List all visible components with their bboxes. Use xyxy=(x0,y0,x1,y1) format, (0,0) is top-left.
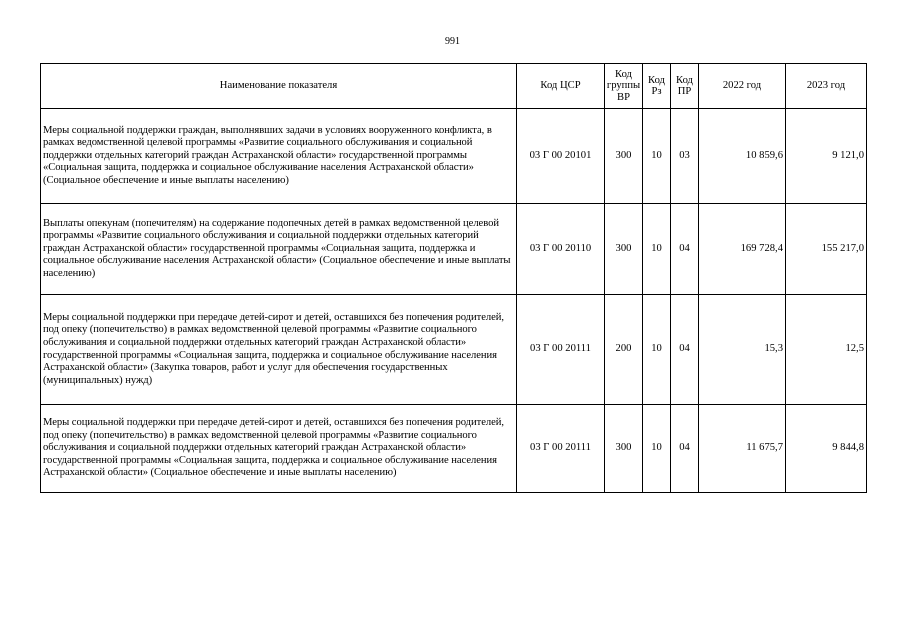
table-row xyxy=(41,405,867,493)
row-2023: 155 217,0 xyxy=(786,204,867,295)
page-number: 991 xyxy=(445,36,460,47)
row-vr: 300 xyxy=(605,109,643,204)
row-name: Меры социальной поддержки граждан, выполнявших задачи в условиях вооруженного конфликта, в рамках ведомственной целевой программы «Развитие социального обслуживания и социальной поддержки отдельных категорий граждан Астраханской области» государственной программы «Социальная защита, поддержка и социальное обслуживание населения Астраханской области» (Социальное обеспечение и иные выплаты населению) xyxy=(41,109,517,204)
row-pr: 04 xyxy=(671,295,699,405)
row-csr: 03 Г 00 20111 xyxy=(517,295,605,405)
header-vr: Код группы ВР xyxy=(605,64,643,109)
header-csr: Код ЦСР xyxy=(517,64,605,109)
row-2023: 12,5 xyxy=(786,295,867,405)
table-row xyxy=(41,295,867,405)
row-rz: 10 xyxy=(643,204,671,295)
table-row xyxy=(41,109,867,204)
row-2022: 15,3 xyxy=(699,295,786,405)
row-vr: 300 xyxy=(605,405,643,493)
table-row xyxy=(41,204,867,295)
row-pr: 04 xyxy=(671,405,699,493)
row-rz: 10 xyxy=(643,109,671,204)
row-csr: 03 Г 00 20111 xyxy=(517,405,605,493)
header-pr: Код ПР xyxy=(671,64,699,109)
header-2023: 2023 год xyxy=(786,64,867,109)
row-rz: 10 xyxy=(643,405,671,493)
row-vr: 300 xyxy=(605,204,643,295)
budget-table xyxy=(40,63,867,493)
row-name: Меры социальной поддержки при передаче детей-сирот и детей, оставшихся без попечения родителей, под опеку (попечительство) в рамках ведомственной целевой программы «Развитие социального обслуживания и социальной поддержки отдельных категорий граждан Астраханской области» государственной программы «Социальная защита, поддержка и социальное обслуживание населения Астраханской области» (Закупка товаров, работ и услуг для обеспечения государственных (муниципальных) нужд) xyxy=(41,295,517,405)
row-csr: 03 Г 00 20110 xyxy=(517,204,605,295)
row-vr: 200 xyxy=(605,295,643,405)
row-2022: 169 728,4 xyxy=(699,204,786,295)
header-2022: 2022 год xyxy=(699,64,786,109)
row-2023: 9 121,0 xyxy=(786,109,867,204)
row-name: Выплаты опекунам (попечителям) на содержание подопечных детей в рамках ведомственной целевой программы «Развитие социального обслуживания и социальной поддержки отдельных категорий граждан Астраханской области» государственной программы «Социальная защита, поддержка и социальное обслуживание населения Астраханской области» (Социальное обеспечение и иные выплаты населению) xyxy=(41,204,517,295)
table-header-row xyxy=(41,64,867,109)
row-rz: 10 xyxy=(643,295,671,405)
row-csr: 03 Г 00 20101 xyxy=(517,109,605,204)
header-rz: Код Рз xyxy=(643,64,671,109)
header-name: Наименование показателя xyxy=(41,64,517,109)
row-2023: 9 844,8 xyxy=(786,405,867,493)
row-name: Меры социальной поддержки при передаче детей-сирот и детей, оставшихся без попечения родителей, под опеку (попечительство) в рамках ведомственной целевой программы «Развитие социального обслуживания и социальной поддержки отдельных категорий граждан Астраханской области» государственной программы «Социальная защита, поддержка и социальное обслуживание населения Астраханской области» (Социальное обеспечение и иные выплаты населению) xyxy=(41,405,517,493)
row-2022: 11 675,7 xyxy=(699,405,786,493)
row-pr: 04 xyxy=(671,204,699,295)
row-2022: 10 859,6 xyxy=(699,109,786,204)
row-pr: 03 xyxy=(671,109,699,204)
